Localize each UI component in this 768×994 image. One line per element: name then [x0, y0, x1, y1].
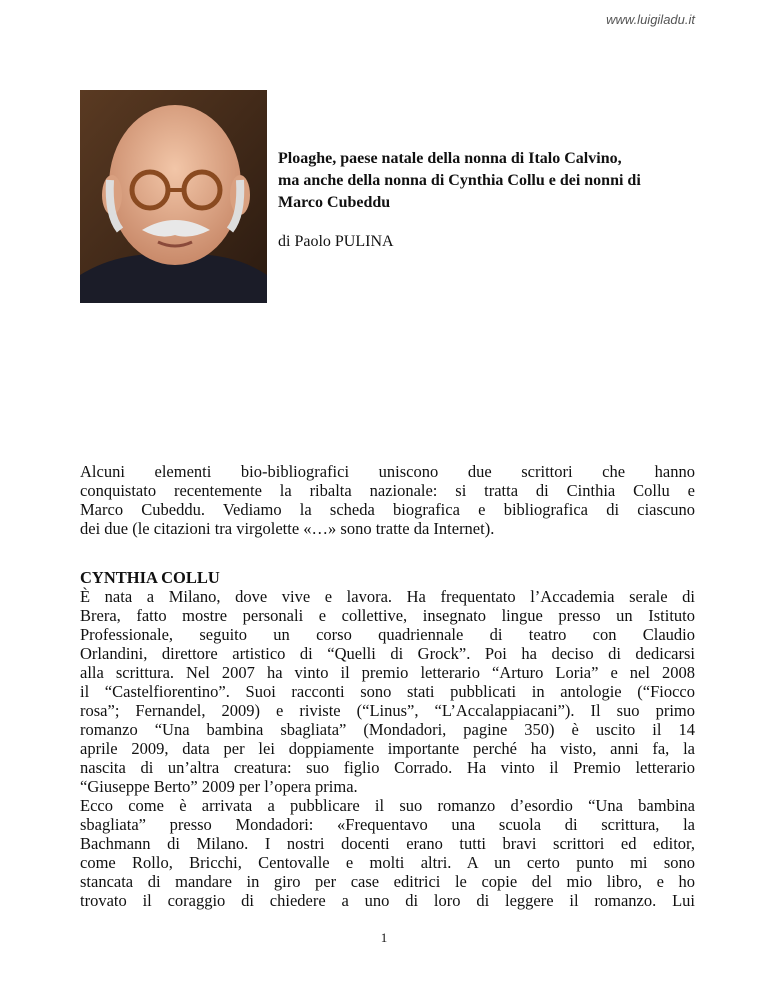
text-line: Professionale, seguito un corso quadriennale di teatro con Claudio — [80, 625, 695, 644]
text-line: come Rollo, Bricchi, Centovalle e molti altri. A un certo punto mi sono — [80, 853, 695, 872]
text-line: “Giuseppe Berto” 2009 per l’opera prima. — [80, 777, 358, 796]
text-line: il “Castelfiorentino”. Suoi racconti sono stati pubblicati in antologie (“Fiocco — [80, 682, 695, 701]
text-line: rosa”; Fernandel, 2009) e riviste (“Linus”, “L’Accalappiacani”). Il suo primo — [80, 701, 695, 720]
text-line: trovato il coraggio di chiedere a uno di loro di leggere il romanzo. Lui — [80, 891, 695, 910]
text-line: Alcuni elementi bio-bibliografici uniscono due scrittori che hanno — [80, 462, 695, 481]
section-heading: CYNTHIA COLLU — [80, 568, 220, 587]
text-line: stancata di mandare in giro per case editrici le copie del mio libro, e ho — [80, 872, 695, 891]
title-line: Ploaghe, paese natale della nonna di Italo Calvino, — [278, 150, 622, 167]
text-line: conquistato recentemente la ribalta nazionale: si tratta di Cinthia Collu e — [80, 481, 695, 500]
text-line: Bachmann di Milano. I nostri docenti erano tutti bravi scrittori ed editor, — [80, 834, 695, 853]
text-line: sbagliata” presso Mondadori: «Frequentavo una scuola di scrittura, la — [80, 815, 695, 834]
text-line: Ecco come è arrivata a pubblicare il suo romanzo d’esordio “Una bambina — [80, 796, 695, 815]
text-line: dei due (le citazioni tra virgolette «…» sono tratte da Internet). — [80, 519, 495, 538]
text-line: aprile 2009, data per lei doppiamente importante perché ha visto, anni fa, la — [80, 739, 695, 758]
bio-section — [80, 568, 695, 910]
author-photo — [80, 90, 267, 303]
text-line: È nata a Milano, dove vive e lavora. Ha frequentato l’Accademia serale di — [80, 587, 695, 606]
intro-paragraph — [80, 462, 695, 538]
text-line: Orlandini, direttore artistico di “Quelli di Grock”. Poi ha deciso di dedicarsi — [80, 644, 695, 663]
text-line: nascita di un’altra creatura: suo figlio Corrado. Ha vinto il Premio letterario — [80, 758, 695, 777]
page-number: 1 — [380, 930, 388, 945]
text-line: Marco Cubeddu. Vediamo la scheda biografica e bibliografica di ciascuno — [80, 500, 695, 519]
title-line: Marco Cubeddu — [278, 194, 391, 211]
text-line: alla scrittura. Nel 2007 ha vinto il premio letterario “Arturo Loria” e nel 2008 — [80, 663, 695, 682]
article-title — [278, 148, 718, 214]
text-line: romanzo “Una bambina sbagliata” (Mondadori, pagine 350) è uscito il 14 — [80, 720, 695, 739]
site-header: www.luigiladu.it — [606, 12, 695, 27]
title-line: ma anche della nonna di Cynthia Collu e dei nonni di — [278, 172, 641, 189]
byline: di Paolo PULINA — [278, 233, 394, 250]
text-line: Brera, fatto mostre personali e collettive, insegnato lingue presso un Istituto — [80, 606, 695, 625]
